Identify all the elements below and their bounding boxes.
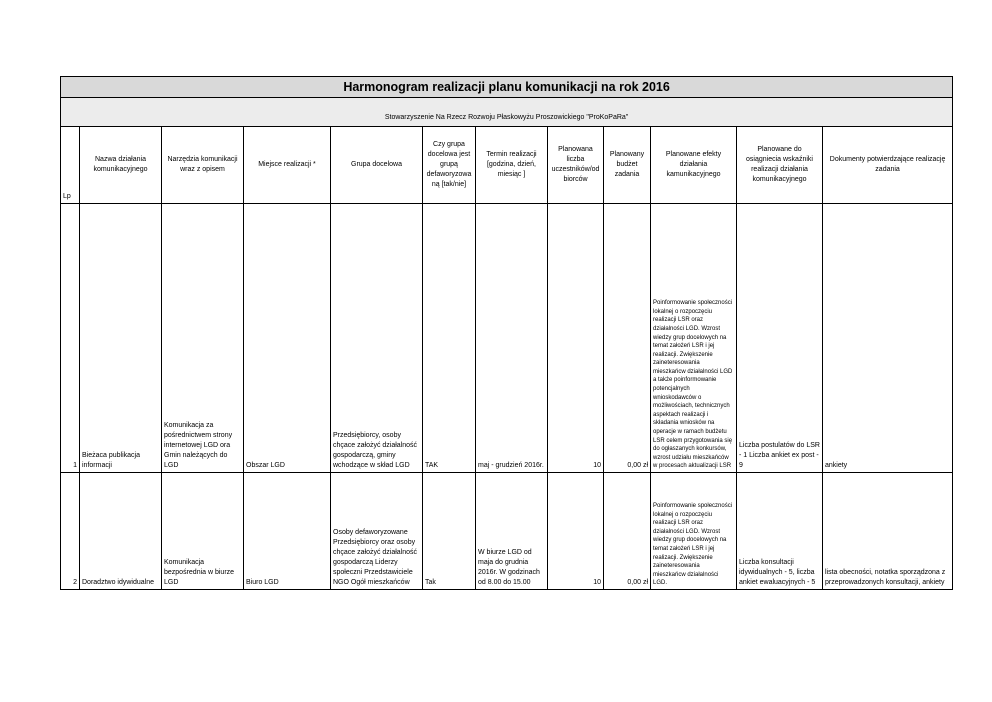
header-uczestnicy: Planowana liczba uczestników/odbiorców (548, 127, 604, 204)
cell-efekty: Poinformowanie społeczności lokalnej o rozpoczęciu realizacji LSR oraz działalności LGD. Wzrost wiedzy grup docelowych na temat założeń LSR i jej realizacji. Zwiększenie zaineteresowania mieszkańcw działalności LGD a także poinformowanie potencjalnych wnioskodawców o możliwościach, technicznych aspektach realizacji i składania wniosków na operacje w ramach budżetu LSR celem przygotowania się do ogłaszanych konkursów, wzrost udziału mieszkańców w procesach aktualizacji LSR (651, 204, 737, 473)
cell-nazwa: Doradztwo idywidualne (80, 473, 162, 590)
header-miejsce: Miejsce realizacji * (244, 127, 331, 204)
cell-dokumenty: ankiety (823, 204, 953, 473)
cell-budzet: 0,00 zł (604, 204, 651, 473)
header-grupa: Grupa docelowa (331, 127, 423, 204)
cell-narzedzia: Komunikacja bezpośrednia w biurze LGD (162, 473, 244, 590)
header-czy-grupa: Czy grupa docelowa jest grupą defaworyzowaną [tak/nie] (423, 127, 476, 204)
document-title: Harmonogram realizacji planu komunikacji na rok 2016 (61, 77, 953, 98)
header-lp: Lp (61, 127, 80, 204)
header-row (61, 127, 953, 204)
header-efekty: Planowane efekty działania kamunikacyjnego (651, 127, 737, 204)
table-row (61, 204, 953, 473)
cell-miejsce: Obszar LGD (244, 204, 331, 473)
cell-narzedzia: Komunikacja za pośrednictwem strony internetowej LGD ora Gmin należących do LGD (162, 204, 244, 473)
cell-efekty: Poinformowanie społeczności lokalnej o rozpoczęciu realizacji LSR oraz działalności LGD. Wzrost wiedzy grup docelowych na temat założeń LSR i jej realizacji. Zwiększenie zaineteresowania mieszkańcw działalności LGD. (651, 473, 737, 590)
header-nazwa: Nazwa działania komunikacyjnego (80, 127, 162, 204)
table-row (61, 473, 953, 590)
header-dokumenty: Dokumenty potwierdzające realizację zadania (823, 127, 953, 204)
cell-lp: 1 (61, 204, 80, 473)
cell-grupa: Przedsiębiorcy, osoby chçace założyć działalność gospodarczą, gminy wchodzące w skład LGD (331, 204, 423, 473)
cell-wskazniki: Liczba postulatów do LSR - 1 Liczba ankiet ex post - 9 (737, 204, 823, 473)
header-budzet: Planowany budżet zadania (604, 127, 651, 204)
cell-uczestnicy: 10 (548, 204, 604, 473)
cell-uczestnicy: 10 (548, 473, 604, 590)
cell-czy: Tak (423, 473, 476, 590)
cell-lp: 2 (61, 473, 80, 590)
cell-dokumenty: lista obecności, notatka sporządzona z przeprowadzonych konsultacji, ankiety (823, 473, 953, 590)
cell-nazwa: Bieżaca publikacja informacji (80, 204, 162, 473)
cell-grupa: Osoby defaworyzowane Przedsiębiorcy oraz osoby chçace założyć działalność gospodarczą Liderzy społeczni Przedstawiciele NGO Ogół mieszkańców (331, 473, 423, 590)
header-narzedzia: Narzędzia komunikacji wraz z opisem (162, 127, 244, 204)
organization-name: Stowarzyszenie Na Rzecz Rozwoju Płaskowyżu Proszowickiego "ProKoPaRa" (61, 98, 953, 127)
header-wskazniki: Planowane do osiągniecia wskaźniki realizacji działania komunikacyjnego (737, 127, 823, 204)
cell-termin: maj - grudzień 2016r. (476, 204, 548, 473)
cell-wskazniki: Liczba konsultacji idywidualnych - 5, liczba ankiet ewaluacyjnych - 5 (737, 473, 823, 590)
header-termin: Termin realizacji [godzina, dzień, miesiąc ] (476, 127, 548, 204)
cell-budzet: 0,00 zł (604, 473, 651, 590)
cell-miejsce: Biuro LGD (244, 473, 331, 590)
cell-termin: W biurze LGD od maja do grudnia 2016r. W godzinach od 8.00 do 15.00 (476, 473, 548, 590)
cell-czy: TAK (423, 204, 476, 473)
spreadsheet (60, 76, 952, 590)
communication-schedule-table (60, 76, 953, 590)
